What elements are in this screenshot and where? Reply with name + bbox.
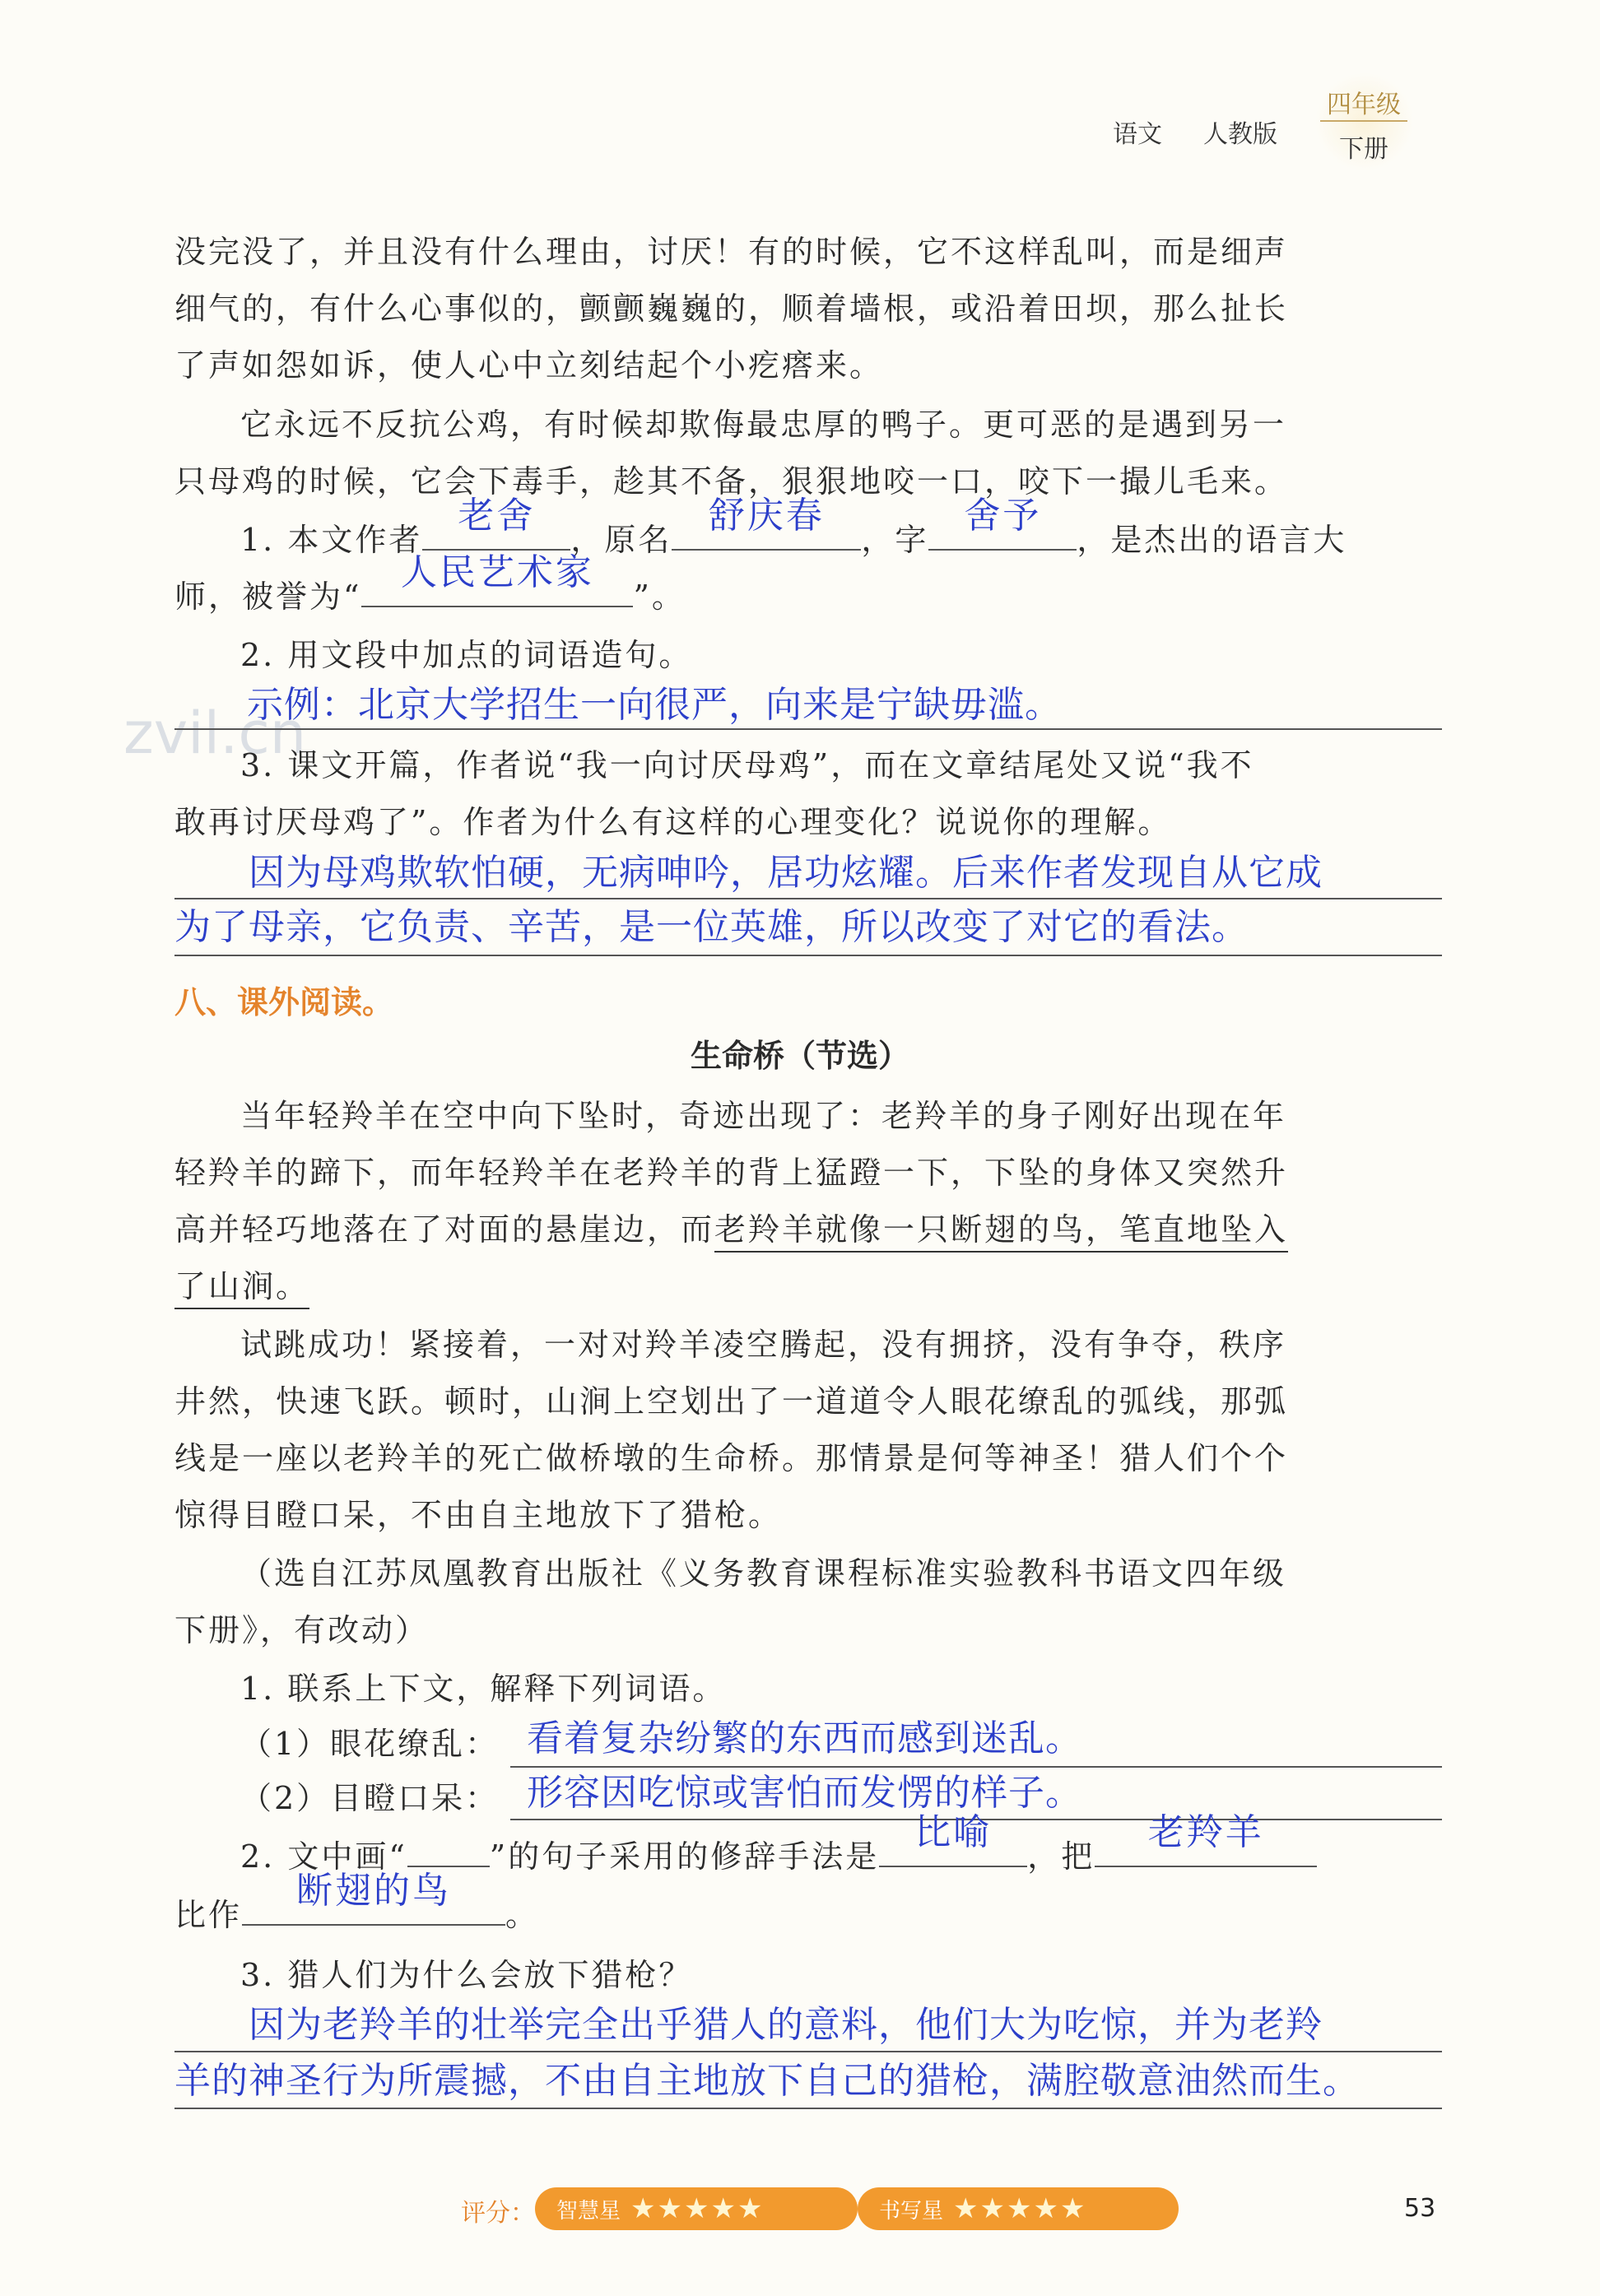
- answer-r3-line1: 因为老羚羊的壮举完全出乎猎人的意料，他们大为吃惊，并为老羚: [249, 2004, 1323, 2046]
- reading-question-3: 3. 猎人们为什么会放下猎枪？: [240, 1957, 693, 1993]
- underlined-sentence-end: 了山涧。: [174, 1268, 309, 1309]
- passage2-line: 井然，快速飞跃。顿时，山涧上空划出了一道道令人眼花缭乱的弧线，那弧: [174, 1383, 1289, 1420]
- r2-mid2: ，把: [1027, 1838, 1095, 1875]
- wisdom-star-rating[interactable]: [535, 2187, 858, 2230]
- passage2-line: 当年轻羚羊在空中向下坠时，奇迹出现了：老羚羊的身子刚好出现在年: [240, 1098, 1287, 1134]
- r2-mid: ”的句子采用的修辞手法是: [489, 1838, 880, 1875]
- q1-line2-suffix: ”。: [633, 579, 686, 615]
- writing-label: 书写星: [879, 2199, 944, 2224]
- answer-q3-line1: 因为母鸡欺软怕硬，无病呻吟，居功炫耀。后来作者发现自从它成: [249, 852, 1323, 894]
- wisdom-label: 智慧星: [556, 2199, 621, 2224]
- answer-q3-line2: 为了母亲，它负责、辛苦，是一位英雄，所以改变了对它的看法。: [174, 906, 1249, 948]
- question-3-line2: 敢再讨厌母鸡了”。作者为什么有这样的心理变化？说说你的理解。: [174, 804, 1172, 840]
- passage1-line: 没完没了，并且没有什么理由，讨厌！有的时候，它不这样乱叫，而是细声: [174, 234, 1289, 270]
- q1-mid1: ，原名: [570, 522, 672, 558]
- answer-line[interactable]: [174, 728, 1442, 730]
- answer-device: 比喻: [914, 1811, 993, 1853]
- underlined-sentence: 老羚羊就像一只断翅的鸟，笔直地坠入: [714, 1211, 1288, 1253]
- passage2-line: 惊得目瞪口呆，不由自主地放下了猎枪。: [174, 1497, 783, 1533]
- passage1-line: 它永远不反抗公鸡，有时候却欺侮最忠厚的鸭子。更可恶的是遇到另一: [240, 407, 1287, 443]
- answer-blank-device[interactable]: [879, 1811, 1027, 1867]
- page-number: 53: [1404, 2194, 1436, 2223]
- passage1-line: 细气的，有什么心事似的，颤颤巍巍的，顺着墙根，或沿着田坝，那么扯长: [174, 290, 1289, 327]
- answer-object: 断翅的鸟: [296, 1870, 452, 1912]
- answer-line[interactable]: [174, 2108, 1442, 2109]
- r2-line2-prefix: 比作: [174, 1897, 243, 1933]
- passage2-line: 轻羚羊的蹄下，而年轻羚羊在老羚羊的背上猛蹬一下，下坠的身体又突然升: [174, 1155, 1289, 1191]
- section-heading: 八、课外阅读。: [174, 984, 394, 1020]
- passage2-line: 试跳成功！紧接着，一对对羚羊凌空腾起，没有拥挤，没有争夺，秩序: [240, 1327, 1287, 1363]
- question-1-line2: [174, 551, 1442, 625]
- grade-label: 四年级: [1327, 91, 1401, 119]
- answer-original-name: 舒庆春: [708, 495, 825, 537]
- answer-r3-line2: 羊的神圣行为所震撼，不由自主地放下自己的猎枪，满腔敬意油然而生。: [174, 2060, 1360, 2102]
- term-label: （2）目瞪口呆：: [240, 1780, 500, 1816]
- subject-label: 语文: [1113, 120, 1162, 149]
- r2-prefix: 2. 文中画“: [240, 1838, 407, 1875]
- r2-line2-suffix: 。: [505, 1897, 540, 1933]
- answer-subject: 老羚羊: [1147, 1811, 1264, 1853]
- star-icons: ★★★★★: [630, 2192, 765, 2225]
- answer-blank-object[interactable]: [242, 1870, 505, 1926]
- answer-r1-a: 看着复杂纷繁的东西而感到迷乱。: [527, 1717, 1082, 1759]
- answer-blank-zi[interactable]: [928, 495, 1077, 551]
- q1-suffix: ，是杰出的语言大: [1077, 522, 1347, 558]
- grade-divider: [1320, 120, 1407, 122]
- answer-q2: 示例：北京大学招生一向很严，向来是宁缺毋滥。: [247, 684, 1062, 726]
- answer-r1-b: 形容因吃惊或害怕而发愣的样子。: [527, 1772, 1082, 1814]
- passage2-line: 线是一座以老羚羊的死亡做桥墩的生命桥。那情景是何等神圣！猎人们个个: [174, 1440, 1289, 1476]
- q1-prefix: 1. 本文作者: [240, 522, 423, 558]
- watermark: zvil.cn: [123, 699, 307, 767]
- volume-label: 下册: [1339, 135, 1388, 164]
- star-icons: ★★★★★: [953, 2192, 1087, 2225]
- answer-line[interactable]: [174, 955, 1442, 956]
- edition-label: 人教版: [1203, 120, 1277, 149]
- passage2-text: 高并轻巧地落在了对面的悬崖边，而: [174, 1211, 715, 1248]
- source-line: 下册》，有改动）: [174, 1612, 430, 1648]
- answer-blank-name[interactable]: [672, 495, 861, 551]
- answer-courtesy-name: 舍予: [964, 495, 1042, 537]
- passage2-line: [174, 1201, 1442, 1258]
- answer-blank-title[interactable]: [361, 551, 633, 607]
- question-2: 2. 用文段中加点的词语造句。: [240, 637, 693, 673]
- passage1-line: 只母鸡的时候，它会下毒手，趁其不备，狠狠地咬一口，咬下一撮儿毛来。: [174, 463, 1289, 500]
- answer-author: 老舍: [458, 495, 536, 537]
- writing-star-rating[interactable]: [858, 2187, 1179, 2230]
- reading-question-1: 1. 联系上下文，解释下列词语。: [240, 1671, 727, 1707]
- score-label: 评分：: [461, 2199, 535, 2228]
- term-label: （1）眼花缭乱：: [240, 1726, 500, 1762]
- answer-honor-title: 人民艺术家: [400, 551, 594, 593]
- passage1-line: 了声如怨如诉，使人心中立刻结起个小疙瘩来。: [174, 347, 884, 383]
- q1-mid2: ，字: [861, 522, 929, 558]
- source-line: （选自江苏凤凰教育出版社《义务教育课程标准实验教科书语文四年级: [240, 1555, 1287, 1592]
- answer-blank-subject[interactable]: [1095, 1811, 1317, 1867]
- question-3-line1: 3. 课文开篇，作者说“我一向讨厌母鸡”，而在文章结尾处又说“我不: [240, 747, 1254, 783]
- passage-title: 生命桥（节选）: [690, 1038, 909, 1074]
- q1-line2-prefix: 师，被誉为“: [174, 579, 362, 615]
- reading-question-2-line2: [174, 1870, 1442, 1944]
- passage2-line: [174, 1258, 1442, 1315]
